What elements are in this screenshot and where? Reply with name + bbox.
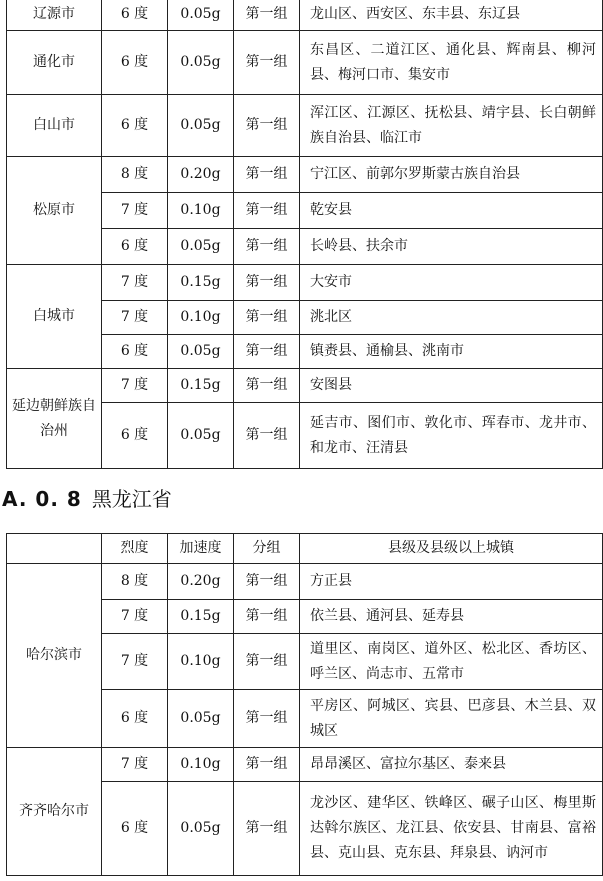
group-cell: 第一组 [234, 229, 300, 265]
intensity-cell: 7 度 [102, 301, 168, 335]
counties-cell: 乾安县 [300, 193, 603, 229]
acceleration-cell: 0.05g [168, 31, 234, 95]
header-intensity: 烈度 [102, 534, 168, 564]
intensity-cell: 6 度 [102, 403, 168, 469]
seismic-table-heilongjiang [6, 533, 603, 876]
acceleration-cell: 0.10g [168, 193, 234, 229]
table-row [7, 0, 603, 31]
header-counties: 县级及县级以上城镇 [300, 534, 603, 564]
acceleration-cell: 0.05g [168, 690, 234, 748]
acceleration-cell: 0.20g [168, 157, 234, 193]
intensity-cell: 6 度 [102, 31, 168, 95]
acceleration-cell: 0.05g [168, 335, 234, 369]
header-group: 分组 [234, 534, 300, 564]
city-cell: 延边朝鲜族自治州 [7, 369, 102, 469]
intensity-cell: 7 度 [102, 600, 168, 634]
intensity-cell: 8 度 [102, 564, 168, 600]
acceleration-cell: 0.10g [168, 748, 234, 782]
group-cell: 第一组 [234, 748, 300, 782]
intensity-cell: 6 度 [102, 0, 168, 31]
city-cell: 通化市 [7, 31, 102, 95]
counties-cell: 浑江区、江源区、抚松县、靖宇县、长白朝鲜族自治县、临江市 [300, 95, 603, 157]
acceleration-cell: 0.05g [168, 403, 234, 469]
section-number: A. 0. 8 [2, 487, 82, 511]
header-city [7, 534, 102, 564]
group-cell: 第一组 [234, 634, 300, 690]
group-cell: 第一组 [234, 690, 300, 748]
acceleration-cell: 0.05g [168, 0, 234, 31]
group-cell: 第一组 [234, 335, 300, 369]
counties-cell: 方正县 [300, 564, 603, 600]
counties-cell: 东昌区、二道江区、通化县、辉南县、柳河县、梅河口市、集安市 [300, 31, 603, 95]
group-cell: 第一组 [234, 0, 300, 31]
intensity-cell: 6 度 [102, 690, 168, 748]
acceleration-cell: 0.15g [168, 265, 234, 301]
counties-cell: 龙沙区、建华区、铁峰区、碾子山区、梅里斯达斡尔族区、龙江县、依安县、甘南县、富裕县、克山县、克东县、拜泉县、讷河市 [300, 782, 603, 876]
header-acceleration: 加速度 [168, 534, 234, 564]
group-cell: 第一组 [234, 95, 300, 157]
section-title: 黑龙江省 [91, 487, 172, 511]
city-cell: 齐齐哈尔市 [7, 748, 102, 876]
intensity-cell: 6 度 [102, 229, 168, 265]
city-cell: 松原市 [7, 157, 102, 265]
city-cell: 哈尔滨市 [7, 564, 102, 748]
acceleration-cell: 0.05g [168, 229, 234, 265]
acceleration-cell: 0.05g [168, 782, 234, 876]
group-cell: 第一组 [234, 31, 300, 95]
acceleration-cell: 0.10g [168, 301, 234, 335]
group-cell: 第一组 [234, 265, 300, 301]
group-cell: 第一组 [234, 157, 300, 193]
table-row [7, 31, 603, 95]
group-cell: 第一组 [234, 369, 300, 403]
intensity-cell: 7 度 [102, 748, 168, 782]
counties-cell: 道里区、南岗区、道外区、松北区、香坊区、呼兰区、尚志市、五常市 [300, 634, 603, 690]
city-cell: 白山市 [7, 95, 102, 157]
counties-cell: 安图县 [300, 369, 603, 403]
table-row [7, 564, 603, 600]
counties-cell: 龙山区、西安区、东丰县、东辽县 [300, 0, 603, 31]
city-cell: 白城市 [7, 265, 102, 369]
table-row [7, 157, 603, 193]
counties-cell: 镇赉县、通榆县、洮南市 [300, 335, 603, 369]
table-row [7, 95, 603, 157]
intensity-cell: 7 度 [102, 634, 168, 690]
section-heading [2, 485, 172, 513]
table-header [7, 534, 603, 564]
table-body [7, 0, 603, 469]
acceleration-cell: 0.10g [168, 634, 234, 690]
table-row [7, 369, 603, 403]
counties-cell: 长岭县、扶余市 [300, 229, 603, 265]
group-cell: 第一组 [234, 301, 300, 335]
group-cell: 第一组 [234, 403, 300, 469]
intensity-cell: 7 度 [102, 193, 168, 229]
table-row [7, 265, 603, 301]
counties-cell: 依兰县、通河县、延寿县 [300, 600, 603, 634]
group-cell: 第一组 [234, 600, 300, 634]
group-cell: 第一组 [234, 564, 300, 600]
acceleration-cell: 0.15g [168, 369, 234, 403]
counties-cell: 大安市 [300, 265, 603, 301]
intensity-cell: 8 度 [102, 157, 168, 193]
counties-cell: 延吉市、图们市、敦化市、珲春市、龙井市、和龙市、汪清县 [300, 403, 603, 469]
counties-cell: 洮北区 [300, 301, 603, 335]
acceleration-cell: 0.15g [168, 600, 234, 634]
header-row [7, 534, 603, 564]
intensity-cell: 7 度 [102, 265, 168, 301]
intensity-cell: 6 度 [102, 95, 168, 157]
seismic-table-jilin [6, 0, 603, 469]
table-body [7, 564, 603, 876]
table-row [7, 748, 603, 782]
group-cell: 第一组 [234, 193, 300, 229]
counties-cell: 平房区、阿城区、宾县、巴彦县、木兰县、双城区 [300, 690, 603, 748]
city-cell: 辽源市 [7, 0, 102, 31]
counties-cell: 昂昂溪区、富拉尔基区、泰来县 [300, 748, 603, 782]
acceleration-cell: 0.05g [168, 95, 234, 157]
intensity-cell: 7 度 [102, 369, 168, 403]
group-cell: 第一组 [234, 782, 300, 876]
counties-cell: 宁江区、前郭尔罗斯蒙古族自治县 [300, 157, 603, 193]
acceleration-cell: 0.20g [168, 564, 234, 600]
intensity-cell: 6 度 [102, 335, 168, 369]
intensity-cell: 6 度 [102, 782, 168, 876]
